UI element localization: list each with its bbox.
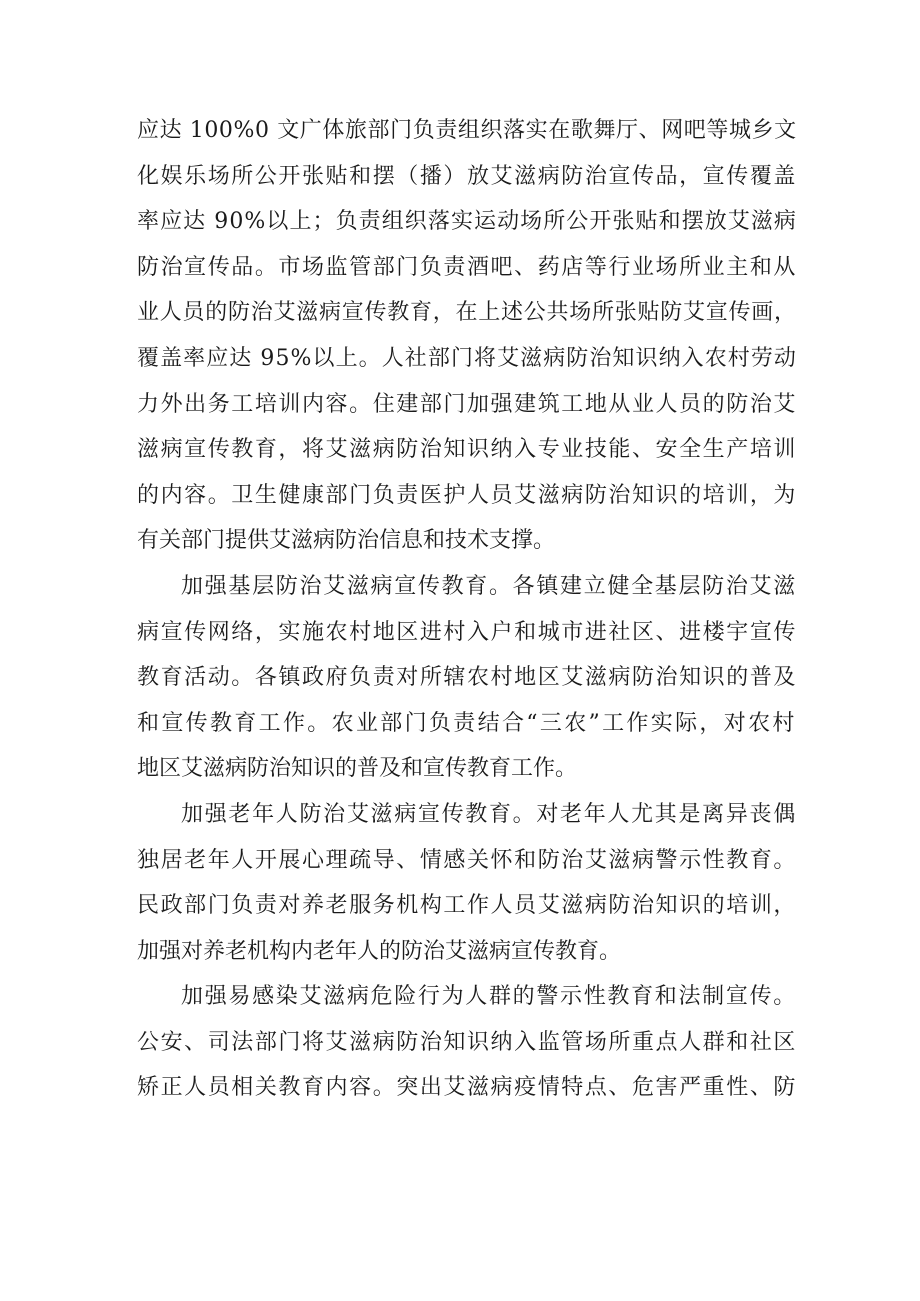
text-line: 应达 100%0 文广体旅部门负责组织落实在歌舞厅、网吧等城乡文 xyxy=(137,118,797,143)
text-line: 化娱乐场所公开张贴和摆（播）放艾滋病防治宣传品，宣传覆盖 xyxy=(137,163,797,189)
text-line: 防治宣传品。市场监管部门负责酒吧、药店等行业场所业主和从 xyxy=(137,254,797,280)
paragraph-elderly-education xyxy=(137,792,797,974)
document-body xyxy=(137,108,797,1111)
paragraph-department-duties xyxy=(137,108,797,564)
text-line: 加强易感染艾滋病危险行为人群的警示性教育和法制宣传。 xyxy=(181,984,797,1010)
text-line: 有关部门提供艾滋病防治信息和技术支撑。 xyxy=(137,528,556,554)
text-line: 的内容。卫生健康部门负责医护人员艾滋病防治知识的培训，为 xyxy=(137,482,797,508)
text-line: 业人员的防治艾滋病宣传教育，在上述公共场所张贴防艾宣传画， xyxy=(137,300,797,326)
text-line: 公安、司法部门将艾滋病防治知识纳入监管场所重点人群和社区 xyxy=(137,1029,797,1055)
text-line: 民政部门负责对养老服务机构工作人员艾滋病防治知识的培训， xyxy=(137,893,797,919)
text-line: 病宣传网络，实施农村地区进村入户和城市进社区、进楼宇宣传 xyxy=(137,619,797,645)
text-line: 加强对养老机构内老年人的防治艾滋病宣传教育。 xyxy=(137,938,622,964)
text-line: 地区艾滋病防治知识的普及和宣传教育工作。 xyxy=(137,756,578,782)
text-line: 矫正人员相关教育内容。突出艾滋病疫情特点、危害严重性、防 xyxy=(137,1075,797,1101)
text-line: 独居老年人开展心理疏导、情感关怀和防治艾滋病警示性教育。 xyxy=(137,847,797,873)
text-line: 教育活动。各镇政府负责对所辖农村地区艾滋病防治知识的普及 xyxy=(137,665,797,691)
text-line: 滋病宣传教育，将艾滋病防治知识纳入专业技能、安全生产培训 xyxy=(137,437,797,463)
text-line: 力外出务工培训内容。住建部门加强建筑工地从业人员的防治艾 xyxy=(137,391,797,417)
text-line: 覆盖率应达 95%以上。人社部门将艾滋病防治知识纳入农村劳动 xyxy=(137,345,797,371)
text-line: 加强基层防治艾滋病宣传教育。各镇建立健全基层防治艾滋 xyxy=(181,573,797,599)
text-line: 和宣传教育工作。农业部门负责结合“三农”工作实际，对农村 xyxy=(137,710,797,736)
text-line: 率应达 90%以上；负责组织落实运动场所公开张贴和摆放艾滋病 xyxy=(137,209,797,235)
paragraph-grassroots-education xyxy=(137,564,797,792)
text-line: 加强老年人防治艾滋病宣传教育。对老年人尤其是离异丧偶 xyxy=(181,801,797,827)
paragraph-high-risk-education xyxy=(137,974,797,1111)
